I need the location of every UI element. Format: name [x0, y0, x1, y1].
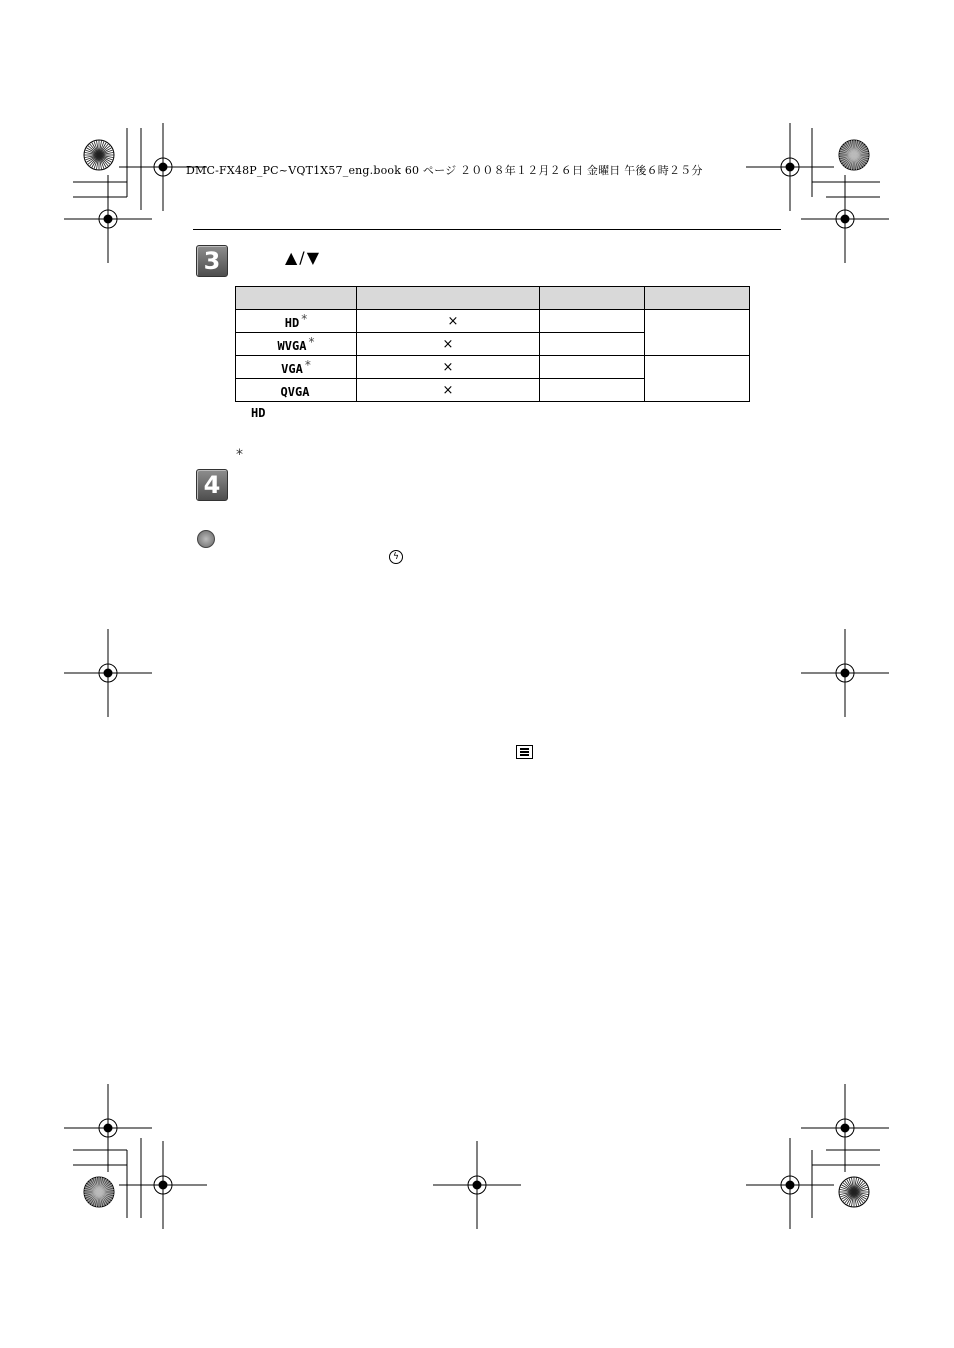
multiply-sign: × [442, 336, 454, 352]
mode-label: VGA [281, 362, 303, 376]
asterisk-note: * [236, 447, 243, 463]
mode-asterisk: * [308, 335, 315, 349]
size-cell [357, 356, 540, 379]
multiply-sign: × [442, 359, 454, 375]
registration-mark-icon [64, 629, 152, 717]
registration-mark-icon [433, 1141, 521, 1229]
mode-asterisk: * [304, 358, 311, 372]
registration-mark-icon [801, 629, 889, 717]
table-header-cell [540, 287, 645, 310]
up-down-arrow-icon: ▲/▼ [285, 248, 321, 267]
mode-cell [236, 356, 357, 379]
fps-cell [540, 356, 645, 379]
table-header-cell [645, 287, 750, 310]
multiply-sign: × [447, 313, 459, 329]
registration-mark-icon [64, 1084, 152, 1172]
fps-cell [540, 310, 645, 333]
table-header-cell [357, 287, 540, 310]
section-rule [193, 229, 781, 230]
registration-mark-icon [64, 175, 152, 263]
fps-cell [540, 379, 645, 402]
fps-cell [540, 333, 645, 356]
mode-label: QVGA [280, 385, 310, 399]
starburst-target-icon [84, 140, 114, 170]
aspect-cell [645, 310, 750, 356]
table-header-row [236, 287, 750, 310]
mode-asterisk: * [301, 312, 308, 326]
mode-label: WVGA [277, 339, 307, 353]
hd-note-label: HD [251, 406, 266, 420]
mode-cell [236, 310, 357, 333]
size-cell [357, 379, 540, 402]
table-header-cell [236, 287, 357, 310]
mode-cell [236, 333, 357, 356]
size-cell [357, 310, 540, 333]
starburst-target-icon [839, 1177, 869, 1207]
starburst-target-icon [839, 140, 869, 170]
book-header-text: DMC-FX48P_PC~VQT1X57_eng.book 60 ページ ２００８年１２月２６日 金曜日 午後６時２５分 [186, 164, 703, 177]
registration-mark-icon [801, 175, 889, 263]
table-row [236, 356, 750, 379]
pencil-note-icon [197, 530, 215, 548]
mode-cell [236, 379, 357, 402]
menu-icon [516, 745, 533, 759]
starburst-target-icon [84, 1177, 114, 1207]
mode-label: HD [284, 316, 300, 330]
registration-mark-icon [746, 123, 834, 211]
registration-mark-icon [801, 1084, 889, 1172]
table-row [236, 310, 750, 333]
size-cell [357, 333, 540, 356]
aspect-cell [645, 356, 750, 402]
step-3-badge: 3 [196, 245, 228, 277]
registration-mark-icon [746, 1141, 834, 1229]
step-4-badge: 4 [196, 469, 228, 501]
movie-mode-table [235, 286, 750, 402]
flash-off-icon: ϟ [389, 550, 403, 564]
registration-mark-icon [119, 1141, 207, 1229]
multiply-sign: × [442, 382, 454, 398]
